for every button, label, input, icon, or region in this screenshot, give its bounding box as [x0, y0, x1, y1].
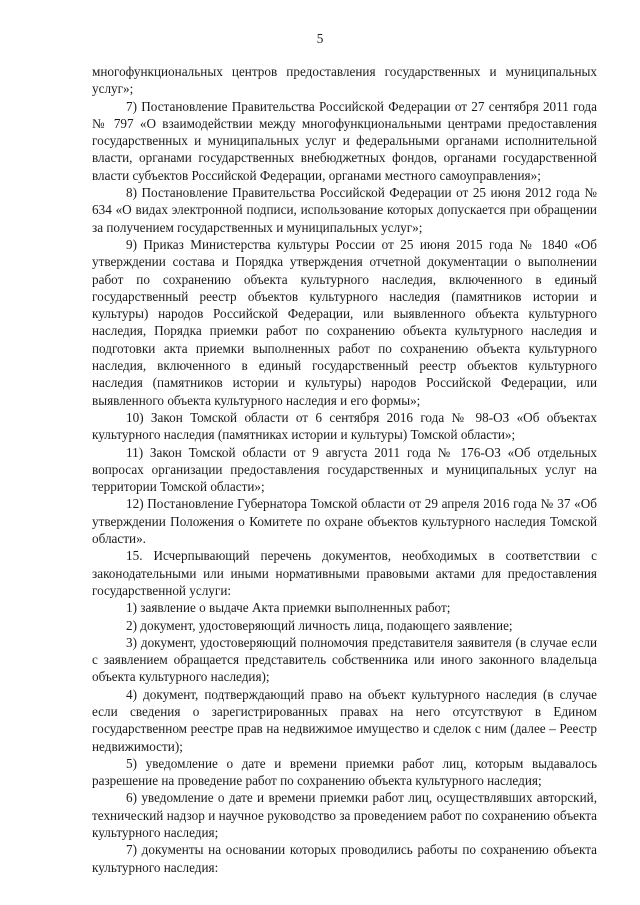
paragraph: 3) документ, удостоверяющий полномочия представителя заявителя (в случае если с заявлением обращается представитель собственника или иного законного владельца объекта культурного наследия); [92, 634, 597, 685]
paragraph: 2) документ, удостоверяющий личность лица, подающего заявление; [126, 617, 513, 633]
paragraph: 1) заявление о выдаче Акта приемки выполненных работ; [126, 600, 451, 616]
paragraph: многофункциональных центров предоставления государственных и муниципальных услуг»; [92, 64, 597, 97]
paragraph: 11) Закон Томской области от 9 августа 2011 года № 176-ОЗ «Об отдельных вопросах организации предоставления государственных и муниципальных услуг на территории Томской области»; [92, 444, 597, 495]
paragraph: 10) Закон Томской области от 6 сентября 2016 года № 98-ОЗ «Об объектах культурного наследия (памятниках истории и культуры) Томской области»; [92, 409, 597, 443]
paragraph: 6) уведомление о дате и времени приемки работ лиц, осуществлявших авторский, технический надзор и научное руководство за проведением работ по сохранению объекта культурного наследия; [92, 790, 597, 841]
document-body [92, 63, 597, 876]
paragraph: 4) документ, подтверждающий право на объект культурного наследия (в случае если сведения о зарегистрированных правах на него отсутствуют в Едином государственном реестре прав на недвижимое имущество и сделок с ним (далее – Реестр недвижимости); [92, 686, 597, 754]
paragraph: 8) Постановление Правительства Российской Федерации от 25 июня 2012 года № 634 «О видах электронной подписи, использование которых допускается при обращении за получением государственных и муниципальных услуг»; [92, 185, 597, 235]
paragraph: 15. Исчерпывающий перечень документов, необходимых в соответствии с законодательными или иными нормативными правовыми актами для предоставления государственной услуги: [92, 548, 597, 598]
paragraph: 9) Приказ Министерства культуры России от 25 июня 2015 года № 1840 «Об утверждении состава и Порядка утверждения отчетной документации о выполнении работ по сохранению объекта культурного наследия, включенного в единый государственный реестр объектов культурного наследия (памятников истории и культуры) народов Российской Федерации, или выявленного объекта культурного наследия, Порядка приемки работ по сохранению объекта культурного наследия и подготовки акта приемки выполненных работ по сохранению объекта культурного наследия, включенного в единый государственный реестр объектов культурного наследия (памятников истории и культуры) народов Российской Федерации, или выявленного объекта культурного наследия и его формы»; [92, 236, 597, 408]
paragraph: 12) Постановление Губернатора Томской области от 29 апреля 2016 года № 37 «Об утверждении Положения о Комитете по охране объектов культурного наследия Томской области». [92, 496, 597, 547]
paragraph: 7) Постановление Правительства Российской Федерации от 27 сентября 2011 года № 797 «О взаимодействии между многофункциональными центрами предоставления государственных и муниципальных услуг и федеральными органами исполнительной власти, органами государственных внебюджетных фондов, органами государственной власти субъектов Российской Федерации, органами местного самоуправления»; [92, 98, 597, 183]
page-number: 5 [316, 31, 324, 46]
paragraph: 7) документы на основании которых проводились работы по сохранению объекта культурного наследия: [92, 842, 597, 875]
paragraph: 5) уведомление о дате и времени приемки работ лиц, которым выдавалось разрешение на проведение работ по сохранению объекта культурного наследия; [92, 755, 597, 789]
